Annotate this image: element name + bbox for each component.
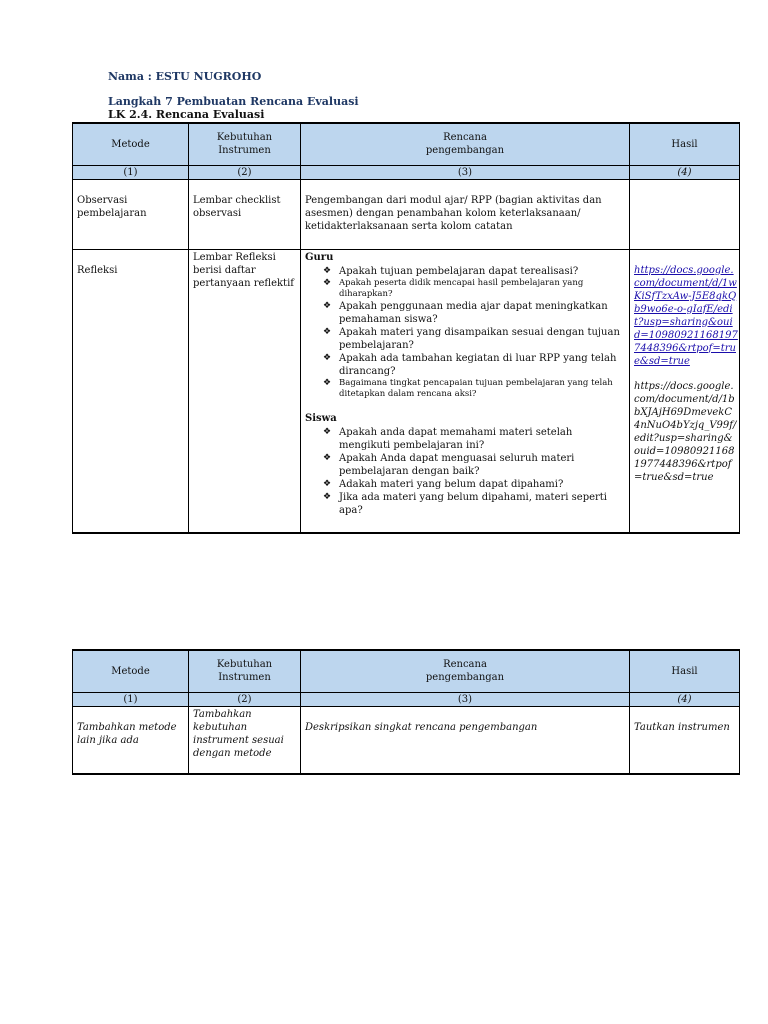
list-item: ❖ Apakah materi yang disampaikan sesuai dengan tujuan pembelajaran? xyxy=(323,326,625,352)
cell-metode: Observasi pembelajaran xyxy=(73,179,189,249)
cell-kebutuhan: Lembar Refleksi berisi daftar pertanyaan reflektif xyxy=(189,249,301,533)
cell-hasil xyxy=(630,249,740,533)
list-item: ❖ Apakah ada tambahan kegiatan di luar RPP yang telah dirancang? xyxy=(323,352,625,378)
col-number-3: (3) xyxy=(301,692,630,706)
table-header-row xyxy=(73,123,740,165)
cell-rencana: Deskripsikan singkat rencana pengembangan xyxy=(301,706,630,774)
col-number-2: (2) xyxy=(189,692,301,706)
instrument-link-guru[interactable]: https://docs.google.com/document/d/1wKiSfTzxAw-J5E8qkQb9wo6e-o-gIafE/edit?usp=sharing&ouid=109809211681977448396&rtpof=true&sd=true xyxy=(634,264,738,367)
cell-hasil xyxy=(630,179,740,249)
cell-metode: Refleksi xyxy=(73,249,189,533)
name-line: Nama : ESTU NUGROHO xyxy=(108,70,262,83)
col-header-hasil: Hasil xyxy=(630,123,740,165)
column-number-row xyxy=(73,692,740,706)
list-item: ❖ Apakah peserta didik mencapai hasil pembelajaran yang diharapkan? xyxy=(323,278,625,300)
col-header-metode: Metode xyxy=(73,123,189,165)
cell-rencana xyxy=(301,249,630,533)
table-row xyxy=(73,249,740,533)
guru-label: Guru xyxy=(305,251,334,263)
list-item: ❖ Apakah penggunaan media ajar dapat meningkatkan pemahaman siswa? xyxy=(323,300,625,326)
col-number-1: (1) xyxy=(73,165,189,179)
col-number-4: (4) xyxy=(630,165,740,179)
cell-metode: Tambahkan metode lain jika ada xyxy=(73,706,189,774)
cell-kebutuhan: Tambahkan kebutuhan instrument sesuai dengan metode xyxy=(189,706,301,774)
guru-question-list xyxy=(305,265,625,400)
list-item: ❖ Apakah Anda dapat menguasai seluruh materi pembelajaran dengan baik? xyxy=(323,452,625,478)
evaluation-plan-table xyxy=(72,122,740,534)
col-header-kebutuhan: Kebutuhan Instrumen xyxy=(189,123,301,165)
instrument-link-siswa[interactable]: https://docs.google.com/document/d/1bbXJAjH69DmevekC4nNuO4bYzjq_V99f/edit?usp=sharing&ouid=109809211681977448396&rtpof=true&sd=true xyxy=(634,380,737,483)
siswa-label: Siswa xyxy=(305,412,337,424)
list-item: ❖ Jika ada materi yang belum dipahami, materi seperti apa? xyxy=(323,491,625,517)
list-item: ❖ Apakah tujuan pembelajaran dapat terealisasi? xyxy=(323,265,625,278)
col-header-hasil: Hasil xyxy=(630,650,740,692)
list-item: ❖ Adakah materi yang belum dapat dipahami? xyxy=(323,478,625,491)
col-header-metode: Metode xyxy=(73,650,189,692)
col-header-rencana: Rencana pengembangan xyxy=(301,123,630,165)
list-item: ❖ Bagaimana tingkat pencapaian tujuan pembelajaran yang telah ditetapkan dalam rencana aksi? xyxy=(323,378,625,400)
table-row xyxy=(73,179,740,249)
col-number-3: (3) xyxy=(301,165,630,179)
col-header-rencana: Rencana pengembangan xyxy=(301,650,630,692)
table-row xyxy=(73,706,740,774)
col-number-2: (2) xyxy=(189,165,301,179)
lk-title: LK 2.4. Rencana Evaluasi xyxy=(108,108,265,121)
step-title: Langkah 7 Pembuatan Rencana Evaluasi xyxy=(108,95,359,108)
col-number-4: (4) xyxy=(630,692,740,706)
col-header-kebutuhan: Kebutuhan Instrumen xyxy=(189,650,301,692)
siswa-question-list xyxy=(305,426,625,517)
col-number-1: (1) xyxy=(73,692,189,706)
cell-kebutuhan: Lembar checklist observasi xyxy=(189,179,301,249)
table-header-row xyxy=(73,650,740,692)
column-number-row xyxy=(73,165,740,179)
evaluation-plan-template-table xyxy=(72,649,740,775)
cell-rencana: Pengembangan dari modul ajar/ RPP (bagian aktivitas dan asesmen) dengan penambahan kolom keterlaksanaan/ ketidakterlaksanaan serta kolom catatan xyxy=(301,179,630,249)
cell-hasil: Tautkan instrumen xyxy=(630,706,740,774)
list-item: ❖ Apakah anda dapat memahami materi setelah mengikuti pembelajaran ini? xyxy=(323,426,625,452)
